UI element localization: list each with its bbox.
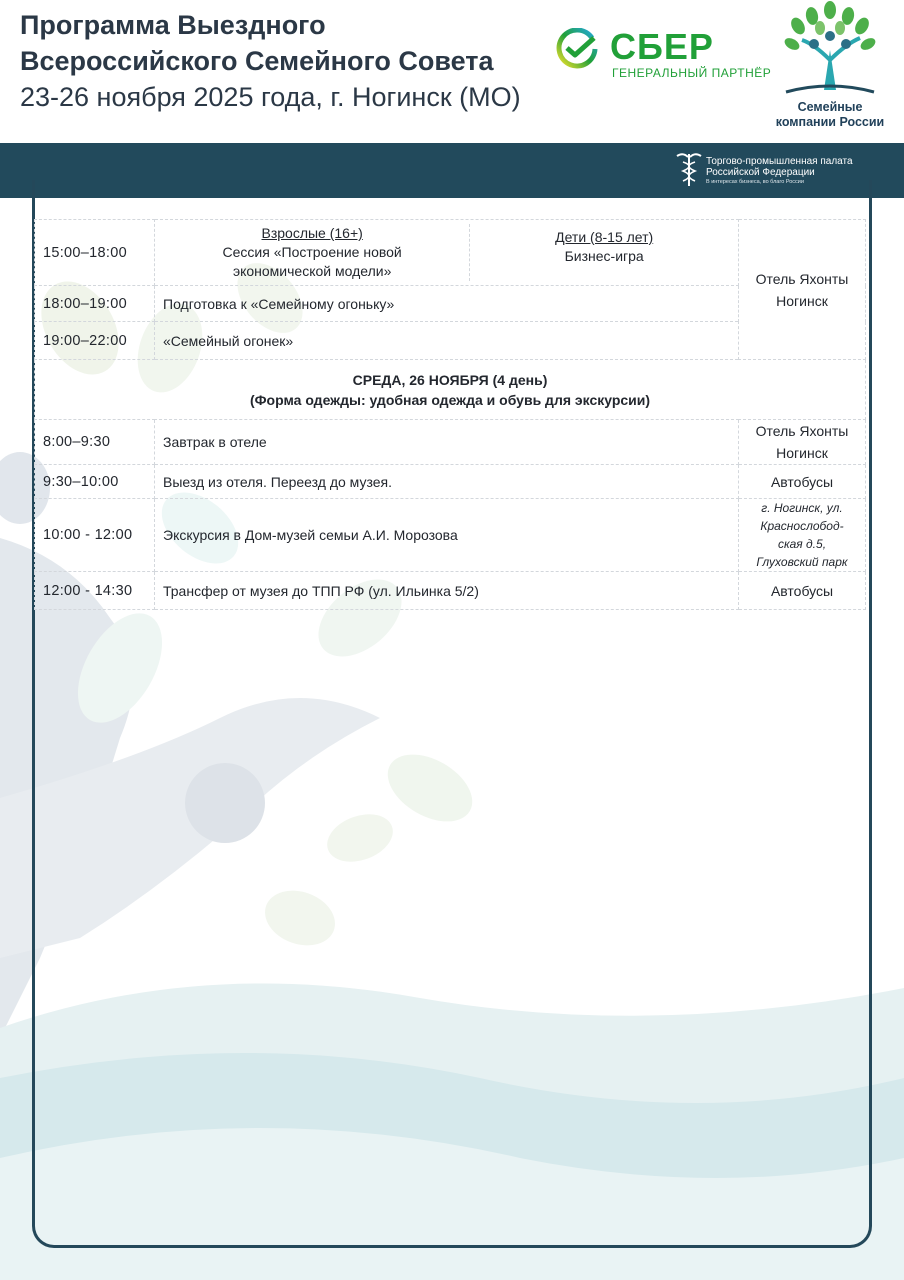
family-label-line1: Семейные	[797, 100, 863, 114]
place-line2: Ногинск	[776, 445, 828, 461]
sber-check-icon	[556, 28, 598, 70]
schedule-table	[34, 219, 866, 610]
event-cell: Подготовка к «Семейному огоньку»	[155, 286, 739, 322]
program-dates-location: 23-26 ноября 2025 года, г. Ногинск (МО)	[20, 82, 521, 112]
day-header-row	[35, 360, 866, 420]
kids-heading: Дети (8-15 лет)	[555, 229, 654, 245]
tpp-slogan: В интересах бизнеса, во благо России	[706, 179, 804, 185]
program-title-line1: Программа Выездного	[20, 10, 326, 40]
family-companies-logo	[770, 0, 890, 135]
table-row	[35, 220, 866, 286]
place-line4: Глуховский парк	[756, 555, 848, 569]
table-row	[35, 499, 866, 572]
place-cell	[739, 499, 866, 572]
time-cell: 19:00–22:00	[35, 322, 155, 360]
event-cell: Трансфер от музея до ТПП РФ (ул. Ильинка 5/2)	[155, 572, 739, 610]
place-cell	[739, 420, 866, 465]
page-header	[0, 0, 904, 143]
table-row	[35, 465, 866, 499]
place-line1: Отель Яхонты	[755, 270, 849, 287]
time-cell: 15:00–18:00	[35, 220, 155, 286]
place-line2: Ногинск	[776, 292, 828, 309]
family-label-line2: компании России	[775, 115, 885, 129]
adults-session	[155, 224, 470, 281]
family-tree-icon	[778, 0, 882, 98]
place-cell	[739, 220, 866, 360]
kids-text: Бизнес-игра	[564, 248, 644, 264]
kids-session	[470, 224, 738, 281]
place-line1: г. Ногинск, ул.	[761, 501, 843, 515]
program-title-line2: Всероссийского Семейного Совета	[20, 46, 494, 76]
dress-code: (Форма одежды: удобная одежда и обувь для экскурсии)	[249, 391, 651, 408]
parallel-sessions-cell	[155, 220, 739, 286]
adults-text-line2: экономической модели»	[232, 263, 392, 279]
event-cell: «Семейный огонек»	[155, 322, 739, 360]
place-cell: Автобусы	[739, 572, 866, 610]
sber-partner-logo	[556, 26, 786, 86]
place-line3: ская д.5,	[777, 537, 827, 551]
event-cell: Экскурсия в Дом-музей семьи А.И. Морозова	[155, 499, 739, 572]
time-cell: 18:00–19:00	[35, 286, 155, 322]
place-cell: Автобусы	[739, 465, 866, 499]
sber-role-label: ГЕНЕРАЛЬНЫЙ ПАРТНЁР	[612, 66, 772, 80]
time-cell: 12:00 - 14:30	[35, 572, 155, 610]
place-line2: Краснослобод-	[760, 519, 844, 533]
event-cell: Выезд из отеля. Переезд до музея.	[155, 465, 739, 499]
day-title: СРЕДА, 26 НОЯБРЯ (4 день)	[352, 371, 548, 388]
table-row	[35, 420, 866, 465]
tpp-name-line1: Торгово-промышленная палата	[706, 156, 853, 167]
time-cell: 8:00–9:30	[35, 420, 155, 465]
event-cell: Завтрак в отеле	[155, 420, 739, 465]
adults-heading: Взрослые (16+)	[261, 225, 363, 241]
time-cell: 9:30–10:00	[35, 465, 155, 499]
adults-text-line1: Сессия «Построение новой	[222, 244, 402, 260]
time-cell: 10:00 - 12:00	[35, 499, 155, 572]
family-companies-label	[770, 100, 890, 130]
sber-wordmark: СБЕР	[610, 26, 714, 67]
place-line1: Отель Яхонты	[755, 423, 849, 439]
tpp-name-line2: Российской Федерации	[706, 167, 815, 178]
parallel-sessions	[155, 224, 738, 281]
table-row	[35, 572, 866, 610]
day-header-cell	[35, 360, 866, 420]
